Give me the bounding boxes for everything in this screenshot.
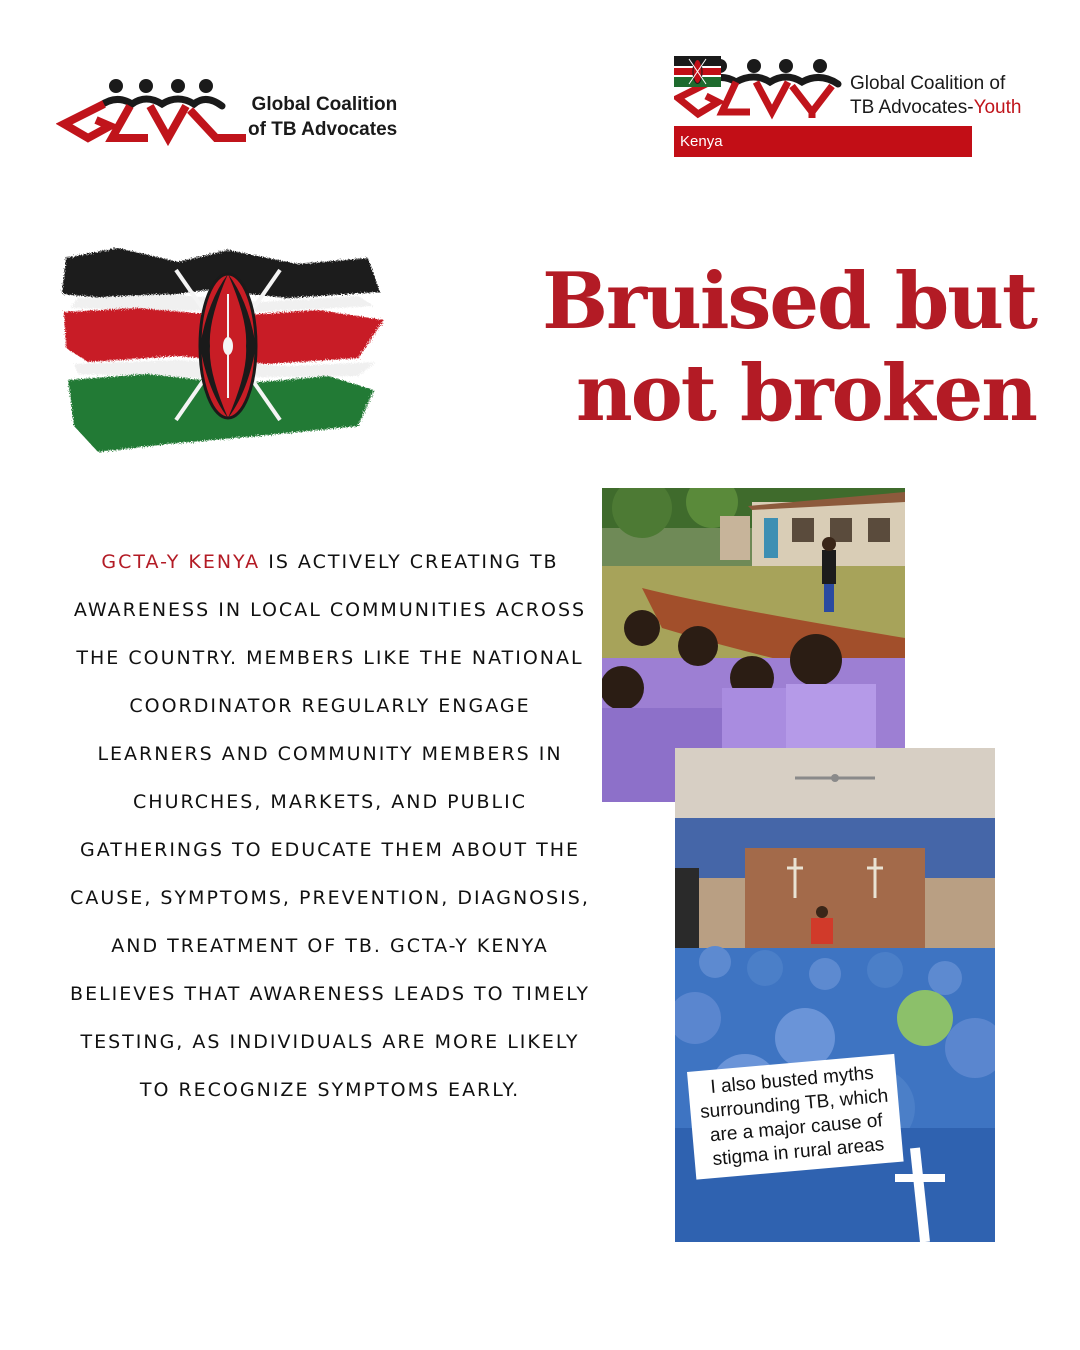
body-paragraph: IS ACTIVELY CREATING TB AWARENESS IN LOCAL COMMUNITIES ACROSS THE COUNTRY. MEMBERS LIKE THE NATIONAL COORDINATOR REGULARLY ENGAGE LEARNERS AND COMMUNITY MEMBERS IN CHURCHES, MARKETS, AND PUBLIC GATHERINGS TO EDUCATE THEM ABOUT THE CAUSE, SYMPTOMS, PREVENTION, DIAGNOSIS, AND TREATMENT OF TB. GCTA-Y KENYA BELIEVES THAT AWARENESS LEADS TO TIMELY TESTING, AS INDIVIDUALS ARE MORE LIKELY TO RECOGNIZE SYMPTOMS EARLY. — [70, 551, 590, 1101]
body-text — [70, 538, 590, 1114]
kenya-flag-icon — [674, 56, 721, 87]
gctay-logo-youth: Youth — [973, 97, 1022, 118]
gctay-logo-text — [850, 72, 1021, 120]
photo-caption: I also busted myths surrounding TB, which are a major cause of stigma in rural areas — [687, 1054, 904, 1180]
gctay-logo-line1: Global Coalition of — [850, 73, 1006, 94]
gcta-logo-mark — [56, 76, 246, 156]
gctay-logo-line2 — [850, 96, 1021, 120]
headline-line2: not broken — [576, 348, 1036, 439]
gctay-logo — [674, 56, 1034, 160]
body-accent: GCTA-Y KENYA — [101, 551, 261, 573]
headline — [440, 256, 1036, 440]
headline-line1: Bruised but — [542, 256, 1036, 347]
gcta-logo-line2: of TB Advocates — [248, 119, 398, 140]
gctay-logo-line2-prefix: TB Advocates- — [850, 97, 974, 118]
kenya-flag-brush-icon — [58, 240, 388, 462]
gcta-logo-line1: Global Coalition — [251, 94, 398, 115]
country-bar: Kenya — [674, 126, 972, 157]
gcta-logo-text — [248, 92, 397, 142]
photo-church-session — [675, 748, 995, 1242]
gcta-logo — [56, 76, 436, 156]
